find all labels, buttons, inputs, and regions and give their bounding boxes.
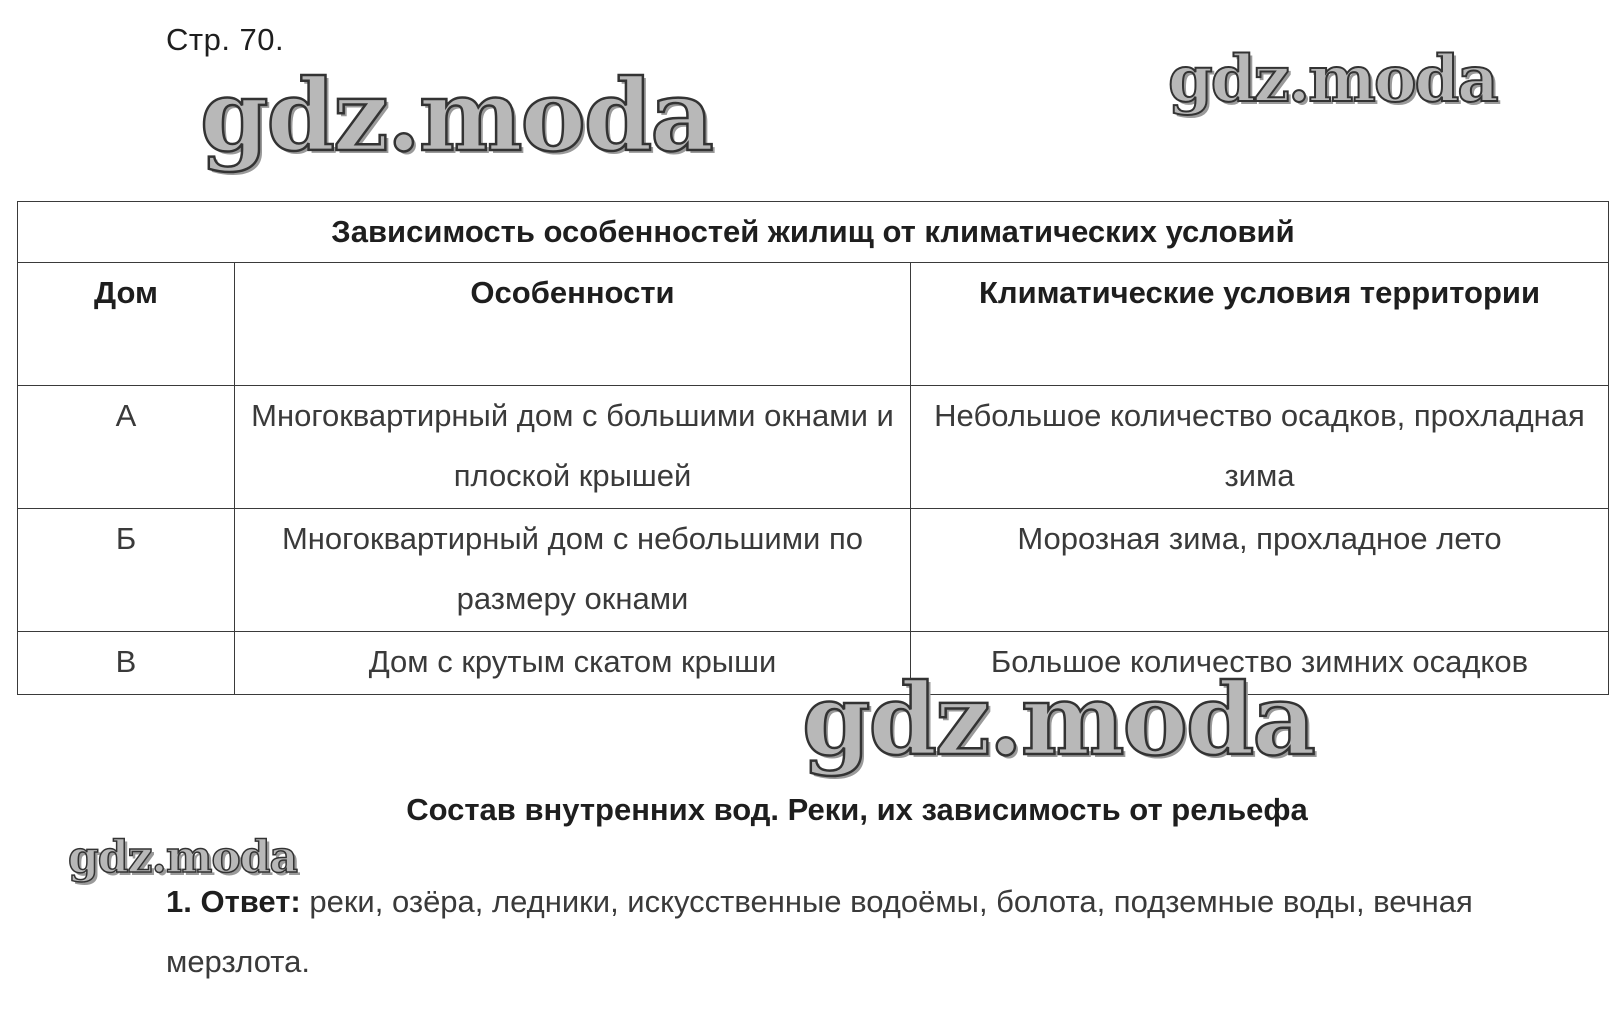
header-climate: Климатические условия территории [911,263,1609,386]
table-row [18,386,1609,509]
cell-features: Многоквартирный дом с большими окнами и плоской крышей [235,386,911,509]
table-header-row [18,263,1609,386]
watermark-logo: gdz.moda [1168,42,1497,117]
cell-house: А [18,386,235,509]
cell-features: Дом с крутым скатом крыши [235,632,911,695]
page-number: Стр. 70. [166,22,285,57]
cell-features: Многоквартирный дом с небольшими по размеру окнами [235,509,911,632]
cell-climate: Небольшое количество осадков, прохладная зима [911,386,1609,509]
header-features: Особенности [235,263,911,386]
watermark-logo: gdz.moda [200,59,712,174]
table-title: Зависимость особенностей жилищ от климатических условий [18,202,1609,263]
answer-text: реки, озёра, ледники, искусственные водоёмы, болота, подземные воды, вечная мерзлота. [166,884,1473,979]
climate-housing-table [17,201,1609,695]
cell-climate: Большое количество зимних осадков [911,632,1609,695]
watermark-logo: gdz.moda [68,832,298,883]
cell-climate: Морозная зима, прохладное лето [911,509,1609,632]
table-title-row [18,202,1609,263]
cell-house: Б [18,509,235,632]
cell-house: В [18,632,235,695]
section-title: Состав внутренних вод. Реки, их зависимость от рельефа [406,792,1308,827]
answer-label: 1. Ответ: [166,884,301,919]
header-house: Дом [18,263,235,386]
answer-paragraph [166,872,1586,992]
table-row [18,509,1609,632]
watermark-logo: gdz.moda [802,663,1314,778]
